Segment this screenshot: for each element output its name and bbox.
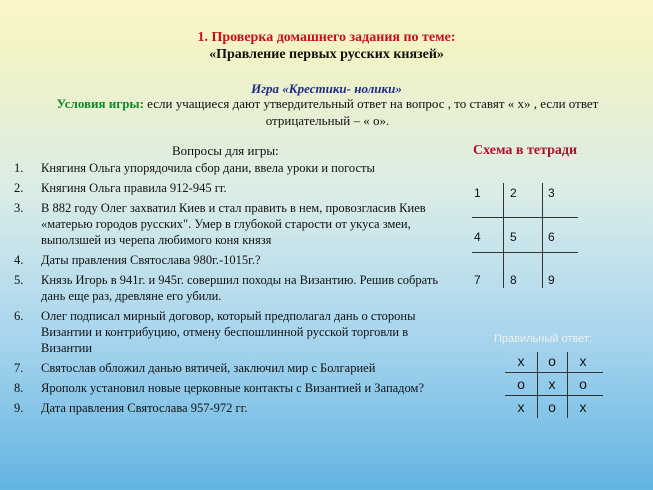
answer-cell: о xyxy=(517,376,525,392)
grid-divider xyxy=(472,252,578,253)
schema-grid xyxy=(470,178,580,293)
answer-cell: о xyxy=(579,376,587,392)
schema-cell: 4 xyxy=(474,230,481,244)
question-number: 9. xyxy=(14,401,24,415)
question-text: Святослав обложил данью вятичей, заключил мир с Болгарией xyxy=(41,361,376,375)
grid-divider xyxy=(567,352,568,418)
question-item xyxy=(14,160,439,176)
question-text: Даты правления Святослава 980г.-1015г.? xyxy=(41,253,261,267)
answer-title: Правильный ответ: xyxy=(494,333,592,345)
question-text: Княгиня Ольга упорядочила сбор дани, ввела уроки и погосты xyxy=(41,161,375,175)
grid-divider xyxy=(505,372,603,373)
question-item xyxy=(14,272,439,304)
grid-divider xyxy=(472,217,578,218)
schema-cell: 1 xyxy=(474,186,481,200)
answer-cell: х xyxy=(548,376,556,392)
question-text: Княгиня Ольга правила 912-945 гг. xyxy=(41,181,227,195)
question-number: 6. xyxy=(14,309,24,323)
question-number: 2. xyxy=(14,181,24,195)
question-item xyxy=(14,200,439,248)
conditions-text: если учащиеся дают утвердительный ответ на вопрос , то ставят « х» , если ответ отрицательный – « о». xyxy=(143,96,599,128)
question-number: 7. xyxy=(14,361,24,375)
conditions-label: Условия игры: xyxy=(56,96,144,111)
title-line-1: 1. Проверка домашнего задания по теме: xyxy=(197,30,456,45)
question-item xyxy=(14,308,439,356)
grid-divider xyxy=(542,183,543,288)
schema-cell: 2 xyxy=(510,186,517,200)
question-number: 1. xyxy=(14,161,24,175)
answer-grid xyxy=(505,350,603,418)
schema-cell: 5 xyxy=(510,230,517,244)
grid-divider xyxy=(505,395,603,396)
schema-cell: 8 xyxy=(510,273,517,287)
question-item xyxy=(14,360,439,376)
question-item xyxy=(14,380,439,396)
title-line-2: «Правление первых русских князей» xyxy=(209,47,444,62)
schema-cell: 6 xyxy=(548,230,555,244)
answer-cell: х xyxy=(517,399,525,415)
answer-cell: о xyxy=(548,399,556,415)
question-text: Дата правления Святослава 957-972 гг. xyxy=(41,401,248,415)
question-text: В 882 году Олег захватил Киев и стал править в нем, провозгласив Киев «матерью городов русских". Умер в глубокой старости от укуса змеи, выползшей из черепа любимого коня князя xyxy=(41,201,426,247)
answer-cell: о xyxy=(548,353,556,369)
grid-divider xyxy=(503,183,504,288)
question-number: 5. xyxy=(14,273,24,287)
question-number: 3. xyxy=(14,201,24,215)
question-text: Князь Игорь в 941г. и 945г. совершил походы на Византию. Решив собрать дань еще раз, древляне его убили. xyxy=(41,273,439,303)
schema-title: Схема в тетради xyxy=(473,143,578,158)
question-text: Ярополк установил новые церковные контакты с Византией и Западом? xyxy=(41,381,425,395)
answer-cell: х xyxy=(517,353,525,369)
question-text: Олег подписал мирный договор, который предполагал дань о стороны Византии и контрибуцию, отмену беспошлинной русской торговли в Византии xyxy=(41,309,416,355)
question-item xyxy=(14,180,439,196)
questions-list xyxy=(14,160,439,416)
question-item xyxy=(14,400,439,416)
grid-divider xyxy=(537,352,538,418)
answer-cell: х xyxy=(579,353,587,369)
questions-heading: Вопросы для игры: xyxy=(172,143,279,158)
question-number: 4. xyxy=(14,253,24,267)
game-conditions xyxy=(40,95,615,129)
question-item xyxy=(14,252,439,268)
schema-cell: 7 xyxy=(474,273,481,287)
answer-cell: х xyxy=(579,399,587,415)
question-number: 8. xyxy=(14,381,24,395)
schema-cell: 3 xyxy=(548,186,555,200)
game-name: Игра «Крестики- нолики» xyxy=(251,81,402,96)
schema-cell: 9 xyxy=(548,273,555,287)
